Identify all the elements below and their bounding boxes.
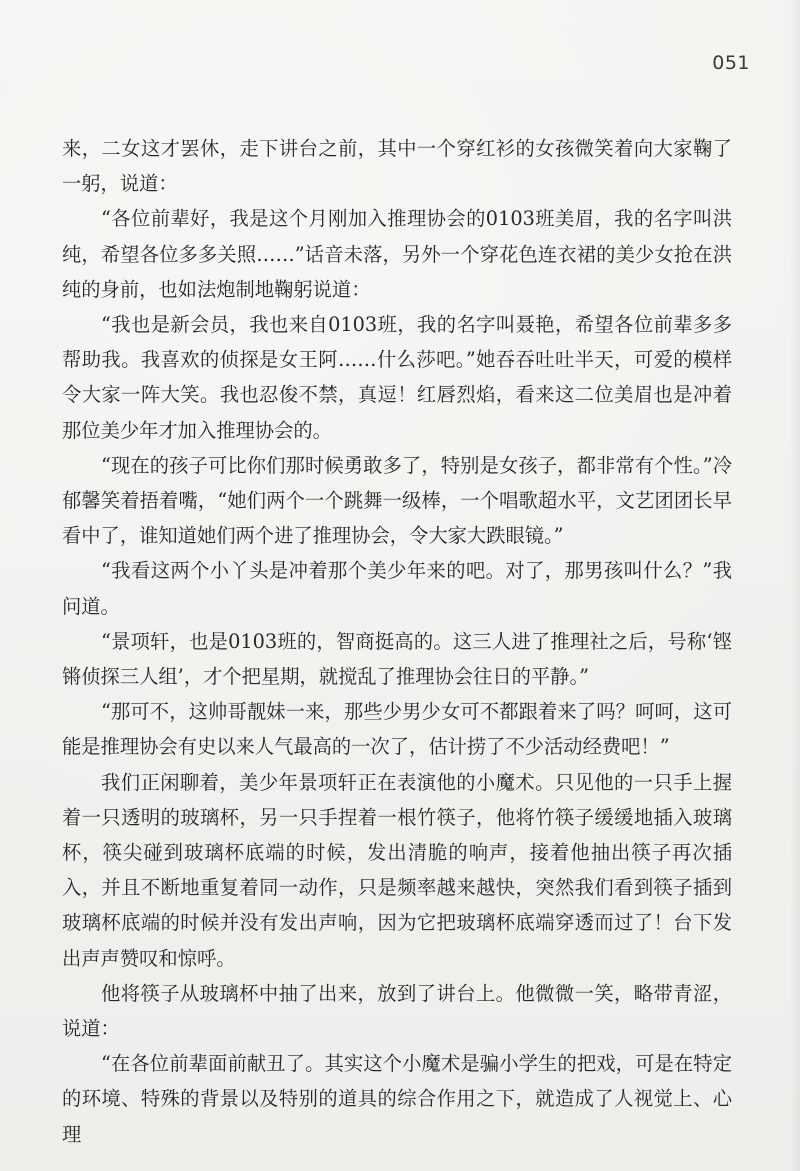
paragraph: “景项轩，也是0103班的，智商挺高的。这三人进了推理社之后，号称‘铿锵侦探三人组’，才个把星期，就搅乱了推理协会往日的平静。” <box>62 629 732 689</box>
paragraph: “各位前辈好，我是这个月刚加入推理协会的0103班美眉，我的名字叫洪纯，希望各位多多关照……”话音未落，另外一个穿花色连衣裙的美少女抢在洪纯的身前，也如法炮制地鞠躬说道： <box>62 207 732 301</box>
page-number: 051 <box>712 52 750 74</box>
paragraph: “现在的孩子可比你们那时候勇敢多了，特别是女孩子，都非常有个性。”冷郁馨笑着捂着嘴，“她们两个一个跳舞一级棒，一个唱歌超水平，文艺团团长早看中了，谁知道她们两个进了推理协会，令大家大跌眼镜。” <box>62 453 732 548</box>
paragraph: “我看这两个小丫头是冲着那个美少年来的吧。对了，那男孩叫什么？”我问道。 <box>62 559 732 618</box>
paragraph: “那可不，这帅哥靓妹一来，那些少男少女可不都跟着来了吗？呵呵，这可能是推理协会有史以来人气最高的一次了，估计捞了不少活动经费吧！” <box>62 700 732 759</box>
paragraph: “在各位前辈面前献丑了。其实这个小魔术是骗小学生的把戏，可是在特定的环境、特殊的背景以及特别的道具的综合作用之下，就造成了人视觉上、心理 <box>62 1052 732 1146</box>
body-text <box>62 131 732 1152</box>
page-edge-shadow <box>790 0 800 1171</box>
paragraph: 我们正闲聊着，美少年景项轩正在表演他的小魔术。只见他的一只手上握着一只透明的玻璃杯，另一只手捏着一根竹筷子，他将竹筷子缓缓地插入玻璃杯，筷尖碰到玻璃杯底端的时候，发出清脆的响声，接着他抽出筷子再次插入，并且不断地重复着同一动作，只是频率越来越快，突然我们看到筷子插到玻璃杯底端的时候并没有发出声响，因为它把玻璃杯底端穿透而过了！台下发出声声赞叹和惊呼。 <box>62 770 732 970</box>
paragraph: 他将筷子从玻璃杯中抽了出来，放到了讲台上。他微微一笑，略带青涩，说道： <box>62 981 732 1041</box>
paragraph: “我也是新会员，我也来自0103班，我的名字叫聂艳，希望各位前辈多多帮助我。我喜欢的侦探是女王阿……什么莎吧。”她吞吞吐吐半天，可爱的模样令大家一阵大笑。我也忍俊不禁，真逗！红唇烈焰，看来这二位美眉也是冲着那位美少年才加入推理协会的。 <box>62 313 732 442</box>
paragraph: 来，二女这才罢休，走下讲台之前，其中一个穿红衫的女孩微笑着向大家鞠了一躬，说道： <box>62 137 732 196</box>
